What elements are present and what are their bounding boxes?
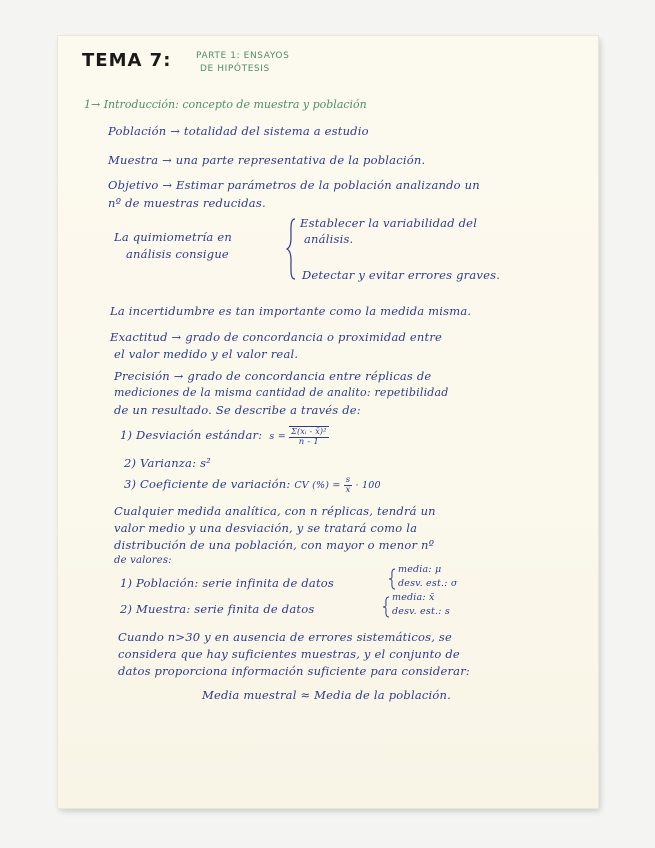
curly-brace-icon xyxy=(388,568,396,590)
cuando-line3: datos proporciona información suficiente para considerar: xyxy=(118,664,470,678)
precision-line1: Precisión → grado de concordancia entre réplicas de xyxy=(114,369,432,383)
varianza-label: 2) Varianza: xyxy=(124,456,197,470)
cuando-line1: Cuando n>30 y en ausencia de errores sistemáticos, se xyxy=(118,630,453,644)
notebook-page xyxy=(58,36,598,808)
cualquier-line4: de valores: xyxy=(114,555,172,566)
cv-formula: CV (%) = $\frac{s}{x̄} \cdot 100$ xyxy=(294,475,381,495)
desviacion-label: 1) Desviación estándar: xyxy=(120,428,263,442)
conclusion-text: Media muestral ≈ Media de la población. xyxy=(202,688,451,702)
muestra-media: media: x̄ xyxy=(392,592,435,603)
quimiometria-left-line1: La quimiometría en xyxy=(114,230,232,244)
cuando-line2: considera que hay suficientes muestras, y el conjunto de xyxy=(118,647,460,661)
subtitle-line-2: DE HIPÓTESIS xyxy=(200,64,270,74)
quimiometria-right-line1: Establecer la variabilidad del xyxy=(300,216,478,230)
exactitud-line1: Exactitud → grado de concordancia o proximidad entre xyxy=(110,330,443,344)
exactitud-line2: el valor medido y el valor real. xyxy=(114,347,299,361)
desviacion-item xyxy=(120,426,329,447)
definition-objetivo-line1: Objetivo → Estimar parámetros de la población analizando un xyxy=(108,178,480,192)
precision-line2: mediciones de la misma cantidad de analito: repetibilidad xyxy=(114,386,449,399)
desviacion-formula: s = $\frac{\text{Σ(xᵢ - x̄)²}}{n - 1}$ xyxy=(269,427,327,447)
cv-fraction: $\frac{s}{x̄}$ xyxy=(345,475,351,495)
quimiometria-right-line3: Detectar y evitar errores graves. xyxy=(302,268,501,282)
intro-heading: 1→ Introducción: concepto de muestra y población xyxy=(84,98,367,111)
page-subtitle xyxy=(196,50,289,76)
precision-line3: de un resultado. Se describe a través de: xyxy=(114,403,361,417)
cualquier-line3: distribución de una población, con mayor o menor nº xyxy=(114,538,435,552)
cualquier-line2: valor medio y una desviación, y se tratará como la xyxy=(114,521,418,535)
curly-brace-icon xyxy=(286,218,296,280)
subtitle-line-1: PARTE 1: ENSAYOS xyxy=(196,51,290,61)
desviacion-fraction: $\frac{\text{Σ(xᵢ - x̄)²}}{n - 1}$ xyxy=(291,427,327,447)
quimiometria-right-line2: análisis. xyxy=(304,232,354,246)
muestra-serie-label: 2) Muestra: serie finita de datos xyxy=(120,602,315,616)
varianza-value: s² xyxy=(200,456,211,470)
definition-objetivo-line2: nº de muestras reducidas. xyxy=(108,196,266,210)
muestra-desv: desv. est.: s xyxy=(392,606,450,617)
incertidumbre-text: La incertidumbre es tan importante como la medida misma. xyxy=(110,304,472,318)
poblacion-desv: desv. est.: σ xyxy=(398,578,458,589)
poblacion-serie-label: 1) Población: serie infinita de datos xyxy=(120,576,334,590)
cv-item xyxy=(124,476,381,495)
cualquier-line1: Cualquier medida analítica, con n réplicas, tendrá un xyxy=(114,504,436,518)
varianza-item xyxy=(124,456,211,470)
definition-muestra: Muestra → una parte representativa de la población. xyxy=(108,153,426,167)
definition-poblacion: Población → totalidad del sistema a estudio xyxy=(108,124,369,138)
quimiometria-left-line2: análisis consigue xyxy=(126,247,229,261)
page-title: TEMA 7: xyxy=(82,50,172,71)
poblacion-media: media: μ xyxy=(398,564,442,575)
curly-brace-icon xyxy=(382,596,390,618)
cv-label: 3) Coeficiente de variación: xyxy=(124,477,291,491)
